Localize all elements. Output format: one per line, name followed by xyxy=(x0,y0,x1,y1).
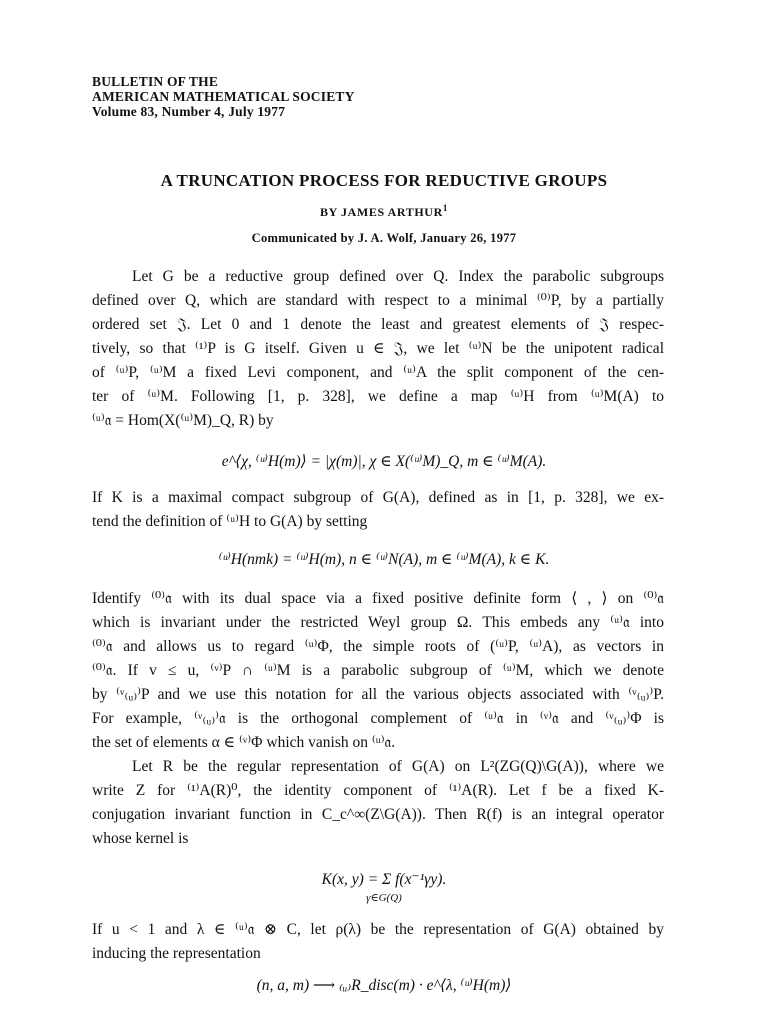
paragraph-5 xyxy=(92,918,664,966)
text-line: defined over Q, which are standard with respect to a minimal ⁽⁰⁾P, by a partially xyxy=(92,292,664,309)
text-line: by ⁽ᵛ₍ᵤ₎⁾P and we use this notation for all the various objects associated with ⁽ᵛ₍ᵤ₎⁾P. xyxy=(92,686,664,703)
text-line: Let R be the regular representation of G(A) on L²(ZG(Q)\G(A)), where we xyxy=(132,758,664,775)
text-line: ordered set 𝔍. Let 0 and 1 denote the least and greatest elements of 𝔍 respec- xyxy=(92,316,664,333)
text-line: conjugation invariant function in C_c^∞(Z\G(A)). Then R(f) is an integral operator xyxy=(92,806,664,823)
paper-title: A TRUNCATION PROCESS FOR REDUCTIVE GROUPS xyxy=(160,171,608,190)
text-line: of ⁽ᵘ⁾P, ⁽ᵘ⁾M a fixed Levi component, and ⁽ᵘ⁾A the split component of the cen- xyxy=(92,364,664,381)
paragraph-1 xyxy=(92,265,664,433)
text-line: ⁽⁰⁾𝔞. If v ≤ u, ⁽ᵛ⁾P ∩ ⁽ᵘ⁾M is a parabolic subgroup of ⁽ᵘ⁾M, which we denote xyxy=(92,662,664,679)
equation-3-main: K(x, y) = Σ f(x⁻¹γy). xyxy=(321,871,447,888)
paragraph-2 xyxy=(92,486,664,534)
paragraph-4 xyxy=(92,755,664,851)
text-line: ⁽⁰⁾𝔞 and allows us to regard ⁽ᵘ⁾Φ, the simple roots of (⁽ᵘ⁾P, ⁽ᵘ⁾A), as vectors in xyxy=(92,638,664,655)
text-line: tend the definition of ⁽ᵘ⁾H to G(A) by setting xyxy=(92,513,368,530)
equation-2: ⁽ᵘ⁾H(nmk) = ⁽ᵘ⁾H(m), n ∈ ⁽ᵘ⁾N(A), m ∈ ⁽ᵘ⁾M(A), k ∈ K. xyxy=(218,551,550,568)
text-line: Let G be a reductive group defined over Q. Index the parabolic subgroups xyxy=(132,268,664,285)
text-line: write Z for ⁽¹⁾A(R)⁰, the identity component of ⁽¹⁾A(R). Let f be a fixed K- xyxy=(92,782,664,799)
journal-header xyxy=(92,74,355,119)
journal-name-line2: AMERICAN MATHEMATICAL SOCIETY xyxy=(92,89,355,104)
equation-3-sum-index: γ∈G(Q) xyxy=(366,892,402,904)
text-line: If K is a maximal compact subgroup of G(A), defined as in [1, p. 328], we ex- xyxy=(92,489,664,506)
text-line: whose kernel is xyxy=(92,830,189,847)
equation-1: e^⟨χ, ⁽ᵘ⁾H(m)⟩ = |χ(m)|, χ ∈ X(⁽ᵘ⁾M)_Q, m ∈ ⁽ᵘ⁾M(A). xyxy=(221,453,547,470)
equation-4: (n, a, m) ⟶ ₍ᵤ₎R_disc(m) · e^⟨λ, ⁽ᵘ⁾H(m)⟩ xyxy=(256,977,512,994)
communicated-line: Communicated by J. A. Wolf, January 26, 1977 xyxy=(251,231,517,245)
author-footnote-mark: 1 xyxy=(442,203,448,213)
equation-3 xyxy=(0,870,768,908)
text-line: the set of elements α ∈ ⁽ᵛ⁾Φ which vanish on ⁽ᵘ⁾𝔞. xyxy=(92,734,396,751)
text-line: which is invariant under the restricted Weyl group Ω. This embeds any ⁽ᵘ⁾𝔞 into xyxy=(92,614,664,631)
author-name: BY JAMES ARTHUR xyxy=(320,205,443,219)
text-line: tively, so that ⁽¹⁾P is G itself. Given u ∈ 𝔍, we let ⁽ᵘ⁾N be the unipotent radical xyxy=(92,340,664,357)
text-line: Identify ⁽⁰⁾𝔞 with its dual space via a fixed positive definite form ⟨ , ⟩ on ⁽⁰⁾𝔞 xyxy=(92,590,664,607)
paper-author xyxy=(0,203,768,220)
text-line: inducing the representation xyxy=(92,945,261,962)
text-line: ter of ⁽ᵘ⁾M. Following [1, p. 328], we define a map ⁽ᵘ⁾H from ⁽ᵘ⁾M(A) to xyxy=(92,388,664,405)
text-line: For example, ⁽ᵛ₍ᵤ₎⁾𝔞 is the orthogonal complement of ⁽ᵘ⁾𝔞 in ⁽ᵛ⁾𝔞 and ⁽ᵛ₍ᵤ₎⁾Φ is xyxy=(92,710,664,727)
paragraph-3 xyxy=(92,587,664,755)
journal-name-line1: BULLETIN OF THE xyxy=(92,74,219,89)
text-line: If u < 1 and λ ∈ ⁽ᵘ⁾𝔞 ⊗ C, let ρ(λ) be the representation of G(A) obtained by xyxy=(92,921,664,938)
text-line: ⁽ᵘ⁾𝔞 = Hom(X(⁽ᵘ⁾M)_Q, R) by xyxy=(92,412,274,429)
journal-volume: Volume 83, Number 4, July 1977 xyxy=(92,104,286,119)
